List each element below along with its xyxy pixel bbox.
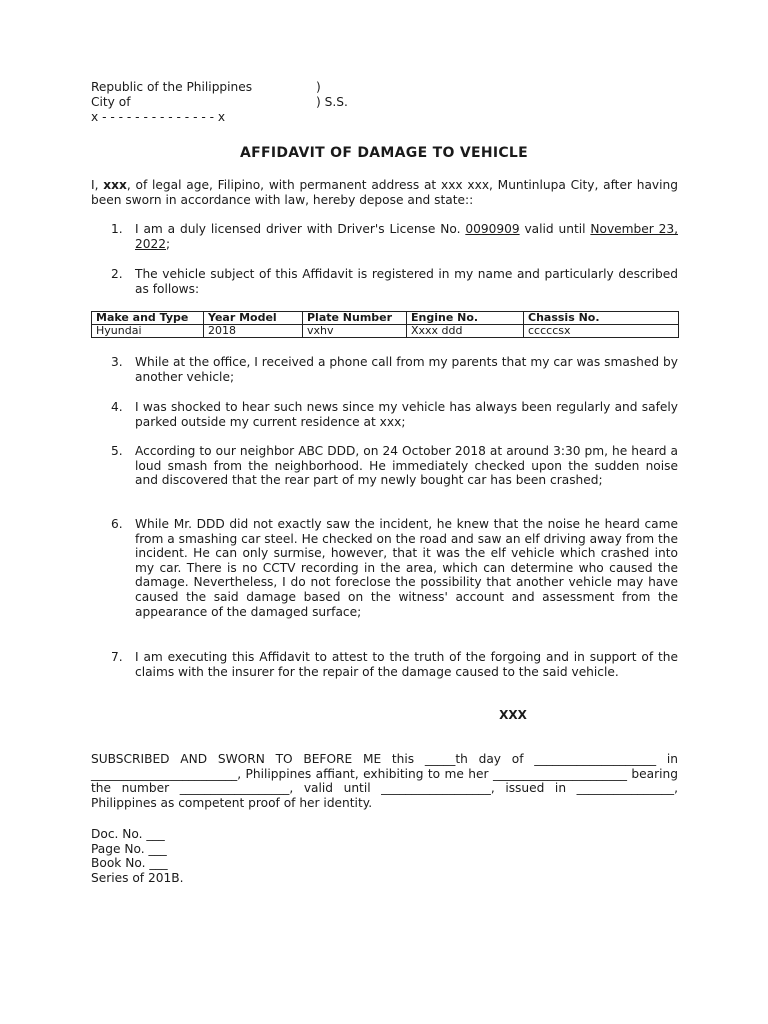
- cell-make: Hyundai: [92, 325, 204, 338]
- item-text: I was shocked to hear such news since my vehicle has always been regularly and safely parked outside my current residence at xxx;: [135, 400, 678, 429]
- intro-prefix: I,: [91, 178, 104, 192]
- item-text-part: I am a duly licensed driver with Driver's License No.: [135, 222, 466, 236]
- item-text: [135, 222, 678, 251]
- item-text-part: valid until: [519, 222, 591, 236]
- cell-plate: vxhv: [303, 325, 407, 338]
- doc-number: Doc. No. ___: [91, 827, 165, 841]
- cell-engine: Xxxx ddd: [407, 325, 524, 338]
- item-number: 6.: [111, 517, 123, 531]
- affiant-name: xxx: [103, 178, 127, 192]
- table-header-row: [92, 312, 679, 325]
- item-number: 1.: [111, 222, 123, 236]
- item-text: While Mr. DDD did not exactly saw the incident, he knew that the noise he heard came from a smashing car steel. He checked on the road and saw an elf driving away from the incident. He can only surmise, however, that it was the elf vehicle which crashed into my car. There is no CCTV recording in the area, which can determine who caused the damage. Nevertheless, I do not foreclose the possibility that another vehicle may have caused the said damage based on the witness' account and assessment from the appearance of the damaged surface;: [135, 517, 678, 619]
- book-number: Book No. ___: [91, 856, 168, 871]
- caption-paren: ): [316, 80, 321, 94]
- col-year: Year Model: [204, 312, 303, 325]
- col-make: Make and Type: [92, 312, 204, 325]
- document-title: AFFIDAVIT OF DAMAGE TO VEHICLE: [239, 145, 529, 161]
- jurat-paragraph: SUBSCRIBED AND SWORN TO BEFORE ME this _____th day of ____________________ in ________________________, Philippines affiant, exhibiting to me her ______________________ bearing the number __________________, valid until __________________, issued in ________________, Philippines as competent proof of her identity.: [91, 752, 678, 810]
- item-number: 3.: [111, 355, 123, 369]
- series-year: Series of 201B.: [91, 870, 184, 885]
- item-number: 2.: [111, 267, 123, 281]
- cell-chassis: cccccsx: [524, 325, 679, 338]
- item-number: 4.: [111, 400, 123, 414]
- venue-caption: [91, 80, 391, 125]
- license-expiry: November 23, 2022: [135, 222, 679, 251]
- page-number: Page No. ___: [91, 841, 167, 856]
- item-text-part: ;: [166, 236, 171, 251]
- license-number: 0090909: [465, 222, 520, 236]
- col-chassis: Chassis No.: [524, 312, 679, 325]
- vehicle-table: [91, 311, 679, 338]
- item-text: The vehicle subject of this Affidavit is registered in my name and particularly described as follows:: [135, 267, 678, 296]
- col-plate: Plate Number: [303, 312, 407, 325]
- caption-republic: Republic of the Philippines: [91, 80, 253, 94]
- col-engine: Engine No.: [407, 312, 524, 325]
- item-text: While at the office, I received a phone call from my parents that my car was smashed by another vehicle;: [135, 355, 678, 384]
- intro-paragraph: [91, 178, 678, 207]
- item-number: 5.: [111, 444, 123, 458]
- item-text: According to our neighbor ABC DDD, on 24 October 2018 at around 3:30 pm, he heard a loud smash from the neighborhood. He immediately checked upon the sudden noise and discovered that the rear part of my newly bought car has been crashed;: [135, 444, 678, 488]
- affiant-signature-name: XXX: [499, 708, 527, 722]
- item-number: 7.: [111, 650, 123, 664]
- intro-text: , of legal age, Filipino, with permanent address at xxx xxx, Muntinlupa City, after having been sworn in accordance with law, hereby depose and state::: [91, 178, 678, 207]
- item-text: I am executing this Affidavit to attest to the truth of the forgoing and in support of the claims with the insurer for the repair of the damage caused to the said vehicle.: [135, 650, 678, 679]
- caption-city: City of: [91, 95, 131, 109]
- cell-year: 2018: [204, 325, 303, 338]
- table-row: [92, 325, 679, 338]
- caption-ss: ) S.S.: [316, 95, 348, 109]
- notarial-register: [91, 827, 341, 885]
- caption-divider: x - - - - - - - - - - - - - - x: [91, 110, 226, 124]
